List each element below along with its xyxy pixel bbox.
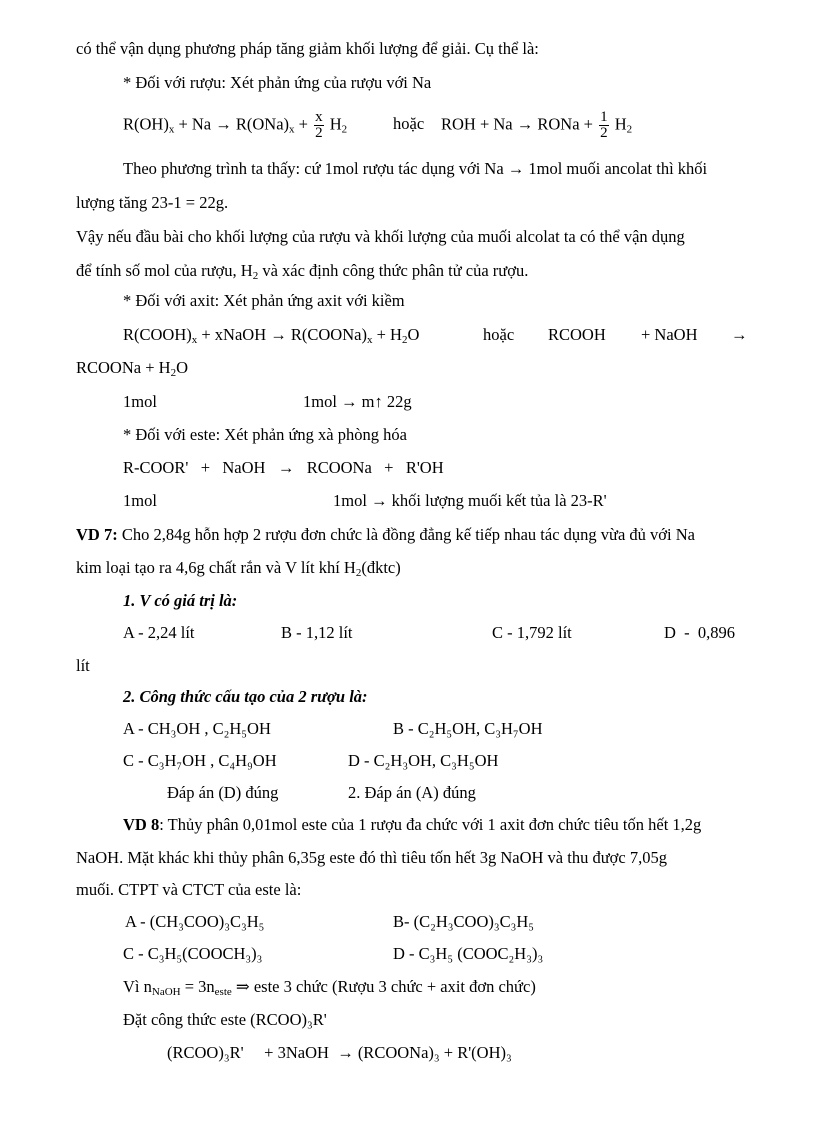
q2-option-c: C - C₃H₇OH , C₄H₉OH bbox=[123, 751, 277, 770]
acid-plus-naoh: + NaOH bbox=[641, 325, 698, 344]
vd8-line-2: NaOH. Mặt khác khi thủy phân 6,35g este đó thì tiêu tốn hết 3g NaOH và thu được 7,05g bbox=[76, 848, 667, 867]
intro-line: có thể vận dụng phương pháp tăng giảm khối lượng để giải. Cụ thể là: bbox=[76, 39, 539, 58]
vd8-line-1: VD 8: Thủy phân 0,01mol este của 1 rượu đa chức với 1 axit đơn chức tiêu tốn hết 1,2g bbox=[123, 815, 702, 834]
alcohol-equation-1: $R(OH)_x + Na \to R(ONa)_x$ + $\frac{x}{2}$ $H_2$ bbox=[123, 109, 348, 141]
answer-1: Đáp án (D) đúng bbox=[167, 783, 279, 802]
vd8-option-b: B- (C₂H₃COO)₃C₃H₅ bbox=[393, 912, 535, 931]
ester-mol-left: 1mol bbox=[123, 491, 157, 510]
vd8-option-c: C - C₃H₅(COOCH₃)₃ bbox=[123, 944, 263, 963]
acid-heading: * Đối với axit: Xét phản ứng axit với kiềm bbox=[123, 291, 405, 310]
acid-arrow: → bbox=[731, 325, 748, 344]
alcohol-or: hoặc bbox=[393, 114, 425, 133]
ester-equation: R-COOR' + NaOH → RCOONa + R'OH bbox=[123, 458, 444, 477]
vd8-option-d: D - C₃H₅ (COOC₂H₃)₃ bbox=[393, 944, 544, 963]
acid-rcooh: RCOOH bbox=[548, 325, 606, 344]
q1-option-b: B - 1,12 lít bbox=[281, 623, 353, 642]
theory-line-2: lượng tăng 23-1 = 22g. bbox=[76, 193, 229, 212]
q1-option-a: A - 2,24 lít bbox=[123, 623, 195, 642]
theory-line-1: Theo phương trình ta thấy: cứ 1mol rượu tác dụng với Na → 1mol muối ancolat thì khối bbox=[123, 159, 708, 178]
acid-or: hoặc bbox=[483, 325, 515, 344]
vd8-label: VD 8 bbox=[123, 815, 160, 834]
question-1-title: 1. V có giá trị là: bbox=[123, 591, 238, 610]
q1-option-d: D - 0,896 bbox=[664, 623, 736, 642]
q2-option-d: D - C₂H₃OH, C₃H₅OH bbox=[348, 751, 499, 770]
vd8-option-a: A - (CH₃COO)₃C₃H₅ bbox=[125, 912, 265, 931]
because-line: Vì $n_{NaOH} = 3n_{este}$ ⇒ este 3 chức (Rượu 3 chức + axit đơn chức) bbox=[123, 977, 536, 998]
ester-mol-right: 1mol → khối lượng muối kết tủa là 23-R' bbox=[333, 491, 607, 510]
fraction-1-over-2: $\frac{1}{2}$ bbox=[600, 109, 608, 141]
vd7-line-1: VD 7: Cho 2,84g hỗn hợp 2 rượu đơn chức là đồng đẳng kế tiếp nhau tác dụng vừa đủ với Na bbox=[76, 525, 695, 544]
q1-option-d-unit: lít bbox=[76, 656, 90, 675]
acid-equation: $R(COOH)_x$ + xNaOH → $R(COONa)_x + H_2O$ bbox=[123, 325, 420, 346]
vd8-line-3: muối. CTPT và CTCT của este là: bbox=[76, 880, 302, 899]
acid-equation-cont: RCOONa + $H_2O$ bbox=[76, 358, 188, 379]
acid-mol-right: 1mol → m↑ 22g bbox=[303, 392, 412, 411]
final-equation: (RCOO)₃R' + 3NaOH → (RCOONa)₃ + R'(OH)₃ bbox=[167, 1043, 512, 1062]
vd7-label: VD 7: bbox=[76, 525, 118, 544]
formula-setup-line: Đặt công thức este (RCOO)₃R' bbox=[123, 1010, 327, 1029]
question-2-title: 2. Công thức cấu tạo của 2 rượu là: bbox=[123, 687, 368, 706]
q2-option-a: A - CH₃OH , C₂H₅OH bbox=[123, 719, 271, 738]
conclusion-line-2: để tính số mol của rượu, $H_2$ và xác định công thức phân tử của rượu. bbox=[76, 261, 529, 282]
fraction-x-over-2: $\frac{x}{2}$ bbox=[315, 109, 323, 141]
vd7-line-2: kim loại tạo ra 4,6g chất rắn và V lít khí $H_2(đktc)$ bbox=[76, 558, 401, 579]
acid-mol-left: 1mol bbox=[123, 392, 157, 411]
answer-2: 2. Đáp án (A) đúng bbox=[348, 783, 476, 802]
ester-heading: * Đối với este: Xét phản ứng xà phòng hóa bbox=[123, 425, 407, 444]
alcohol-heading: * Đối với rượu: Xét phản ứng của rượu với Na bbox=[123, 73, 432, 92]
q2-option-b: B - C₂H₅OH, C₃H₇OH bbox=[393, 719, 543, 738]
alcohol-equation-2: ROH + Na → RONa + $\frac{1}{2}$ $H_2$ bbox=[441, 109, 633, 141]
q1-option-c: C - 1,792 lít bbox=[492, 623, 572, 642]
conclusion-line-1: Vậy nếu đầu bài cho khối lượng của rượu và khối lượng của muối alcolat ta có thể vận dụng bbox=[76, 227, 685, 246]
